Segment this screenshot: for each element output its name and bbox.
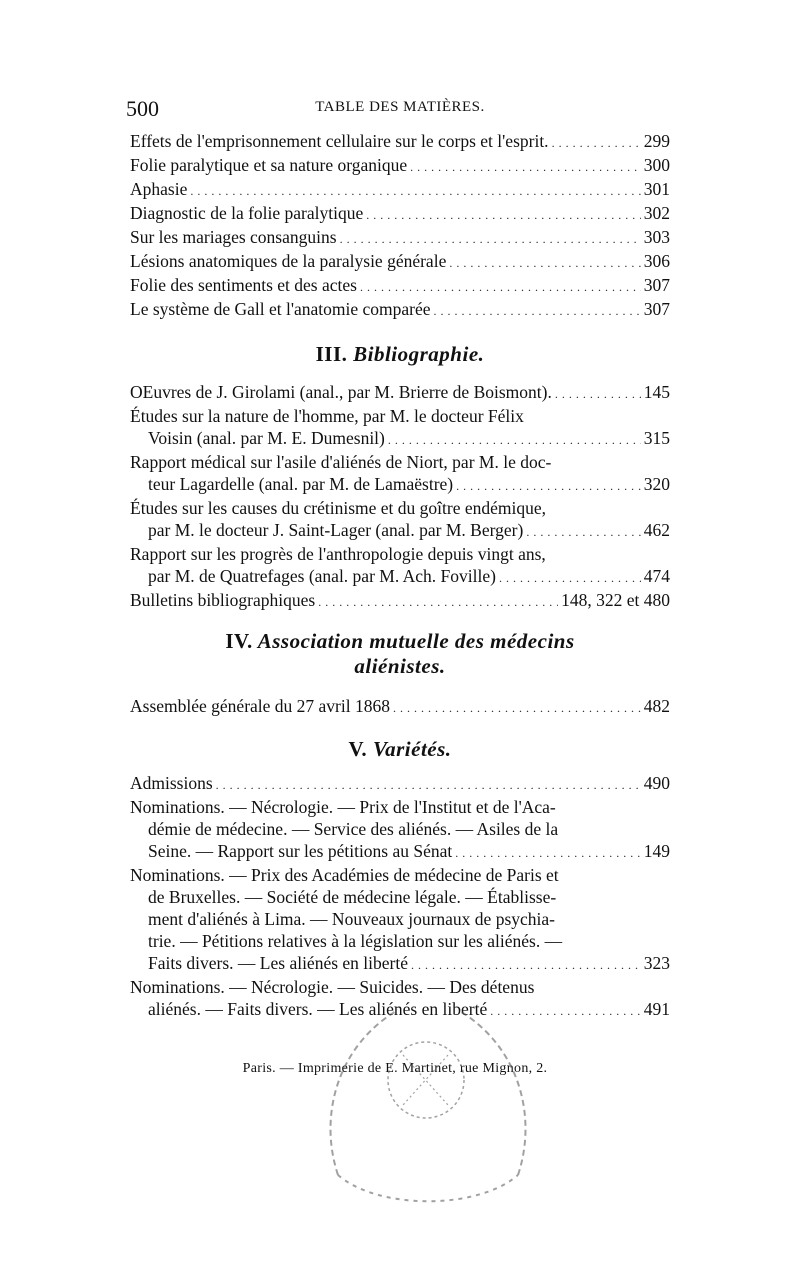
toc-entry: Études sur les causes du crétinisme et du goître endémique, par M. le docteur J. Saint-Lager (anal. par M. Berger) . . . 462	[130, 497, 670, 543]
page-number: 500	[126, 96, 159, 121]
library-stamp-icon	[308, 985, 548, 1215]
toc-list-bibliographie	[130, 381, 670, 613]
toc-list-top	[130, 130, 670, 322]
toc-entry: Aphasie . . . 301	[130, 178, 670, 202]
toc-entry: Diagnostic de la folie paralytique . . . 302	[130, 202, 670, 226]
toc-content	[130, 130, 670, 1022]
toc-entry: Rapport médical sur l'asile d'aliénés de Niort, par M. le doc- teur Lagardelle (anal. par M. de Lamaëstre) . . . 320	[130, 451, 670, 497]
toc-entry: Le système de Gall et l'anatomie comparée . . . 307	[130, 298, 670, 322]
toc-entry: Rapport sur les progrès de l'anthropologie depuis vingt ans, par M. de Quatrefages (anal. par M. Ach. Foville) . . . 474	[130, 543, 670, 589]
page-header	[126, 96, 674, 126]
toc-entry: Bulletins bibliographiques . . . 148, 322 et 480	[130, 589, 670, 613]
section-heading-bibliographie: III. Bibliographie.	[315, 342, 485, 366]
toc-entry: Folie des sentiments et des actes . . . 307	[130, 274, 670, 298]
toc-entry: Lésions anatomiques de la paralysie générale . . . 306	[130, 250, 670, 274]
toc-entry: Études sur la nature de l'homme, par M. le docteur Félix Voisin (anal. par M. E. Dumesnil) . . . 315	[130, 405, 670, 451]
section-heading-association-line2: aliénistes.	[354, 654, 446, 678]
toc-entry: Nominations. — Nécrologie. — Suicides. — Des détenus aliénés. — Faits divers. — Les aliénés en liberté . . . 491	[130, 976, 670, 1022]
toc-entry: Nominations. — Nécrologie. — Prix de l'Institut et de l'Aca- démie de médecine. — Service des aliénés. — Asiles de la Seine. — Rapport sur les pétitions au Sénat . . . 149	[130, 796, 670, 864]
toc-entry: Effets de l'emprisonnement cellulaire sur le corps et l'esprit. . . . 299	[130, 130, 670, 154]
toc-entry: Nominations. — Prix des Académies de médecine de Paris et de Bruxelles. — Société de médecine légale. — Établisse- ment d'aliénés à Lima. — Nouveaux journaux de psychia- trie. — Pétitions relatives à la législation sur les aliénés. — Faits divers. — Les aliénés en liberté . . . 323	[130, 864, 670, 976]
printer-imprint: Paris. — Imprimerie de E. Martinet, rue Mignon, 2.	[242, 1061, 548, 1076]
toc-entry: Admissions . . . 490	[130, 772, 670, 796]
toc-entry: Sur les mariages consanguins . . . 303	[130, 226, 670, 250]
section-heading-varietes: V. Variétés.	[348, 737, 452, 761]
toc-entry: OEuvres de J. Girolami (anal., par M. Brierre de Boismont). . . . 145	[130, 381, 670, 405]
toc-entry: Assemblée générale du 27 avril 1868 . . . 482	[130, 695, 670, 719]
running-title: TABLE DES MATIÈRES.	[315, 99, 485, 115]
toc-entry: Folie paralytique et sa nature organique . . . 300	[130, 154, 670, 178]
section-heading-association: IV. Association mutuelle des médecins	[225, 629, 575, 653]
